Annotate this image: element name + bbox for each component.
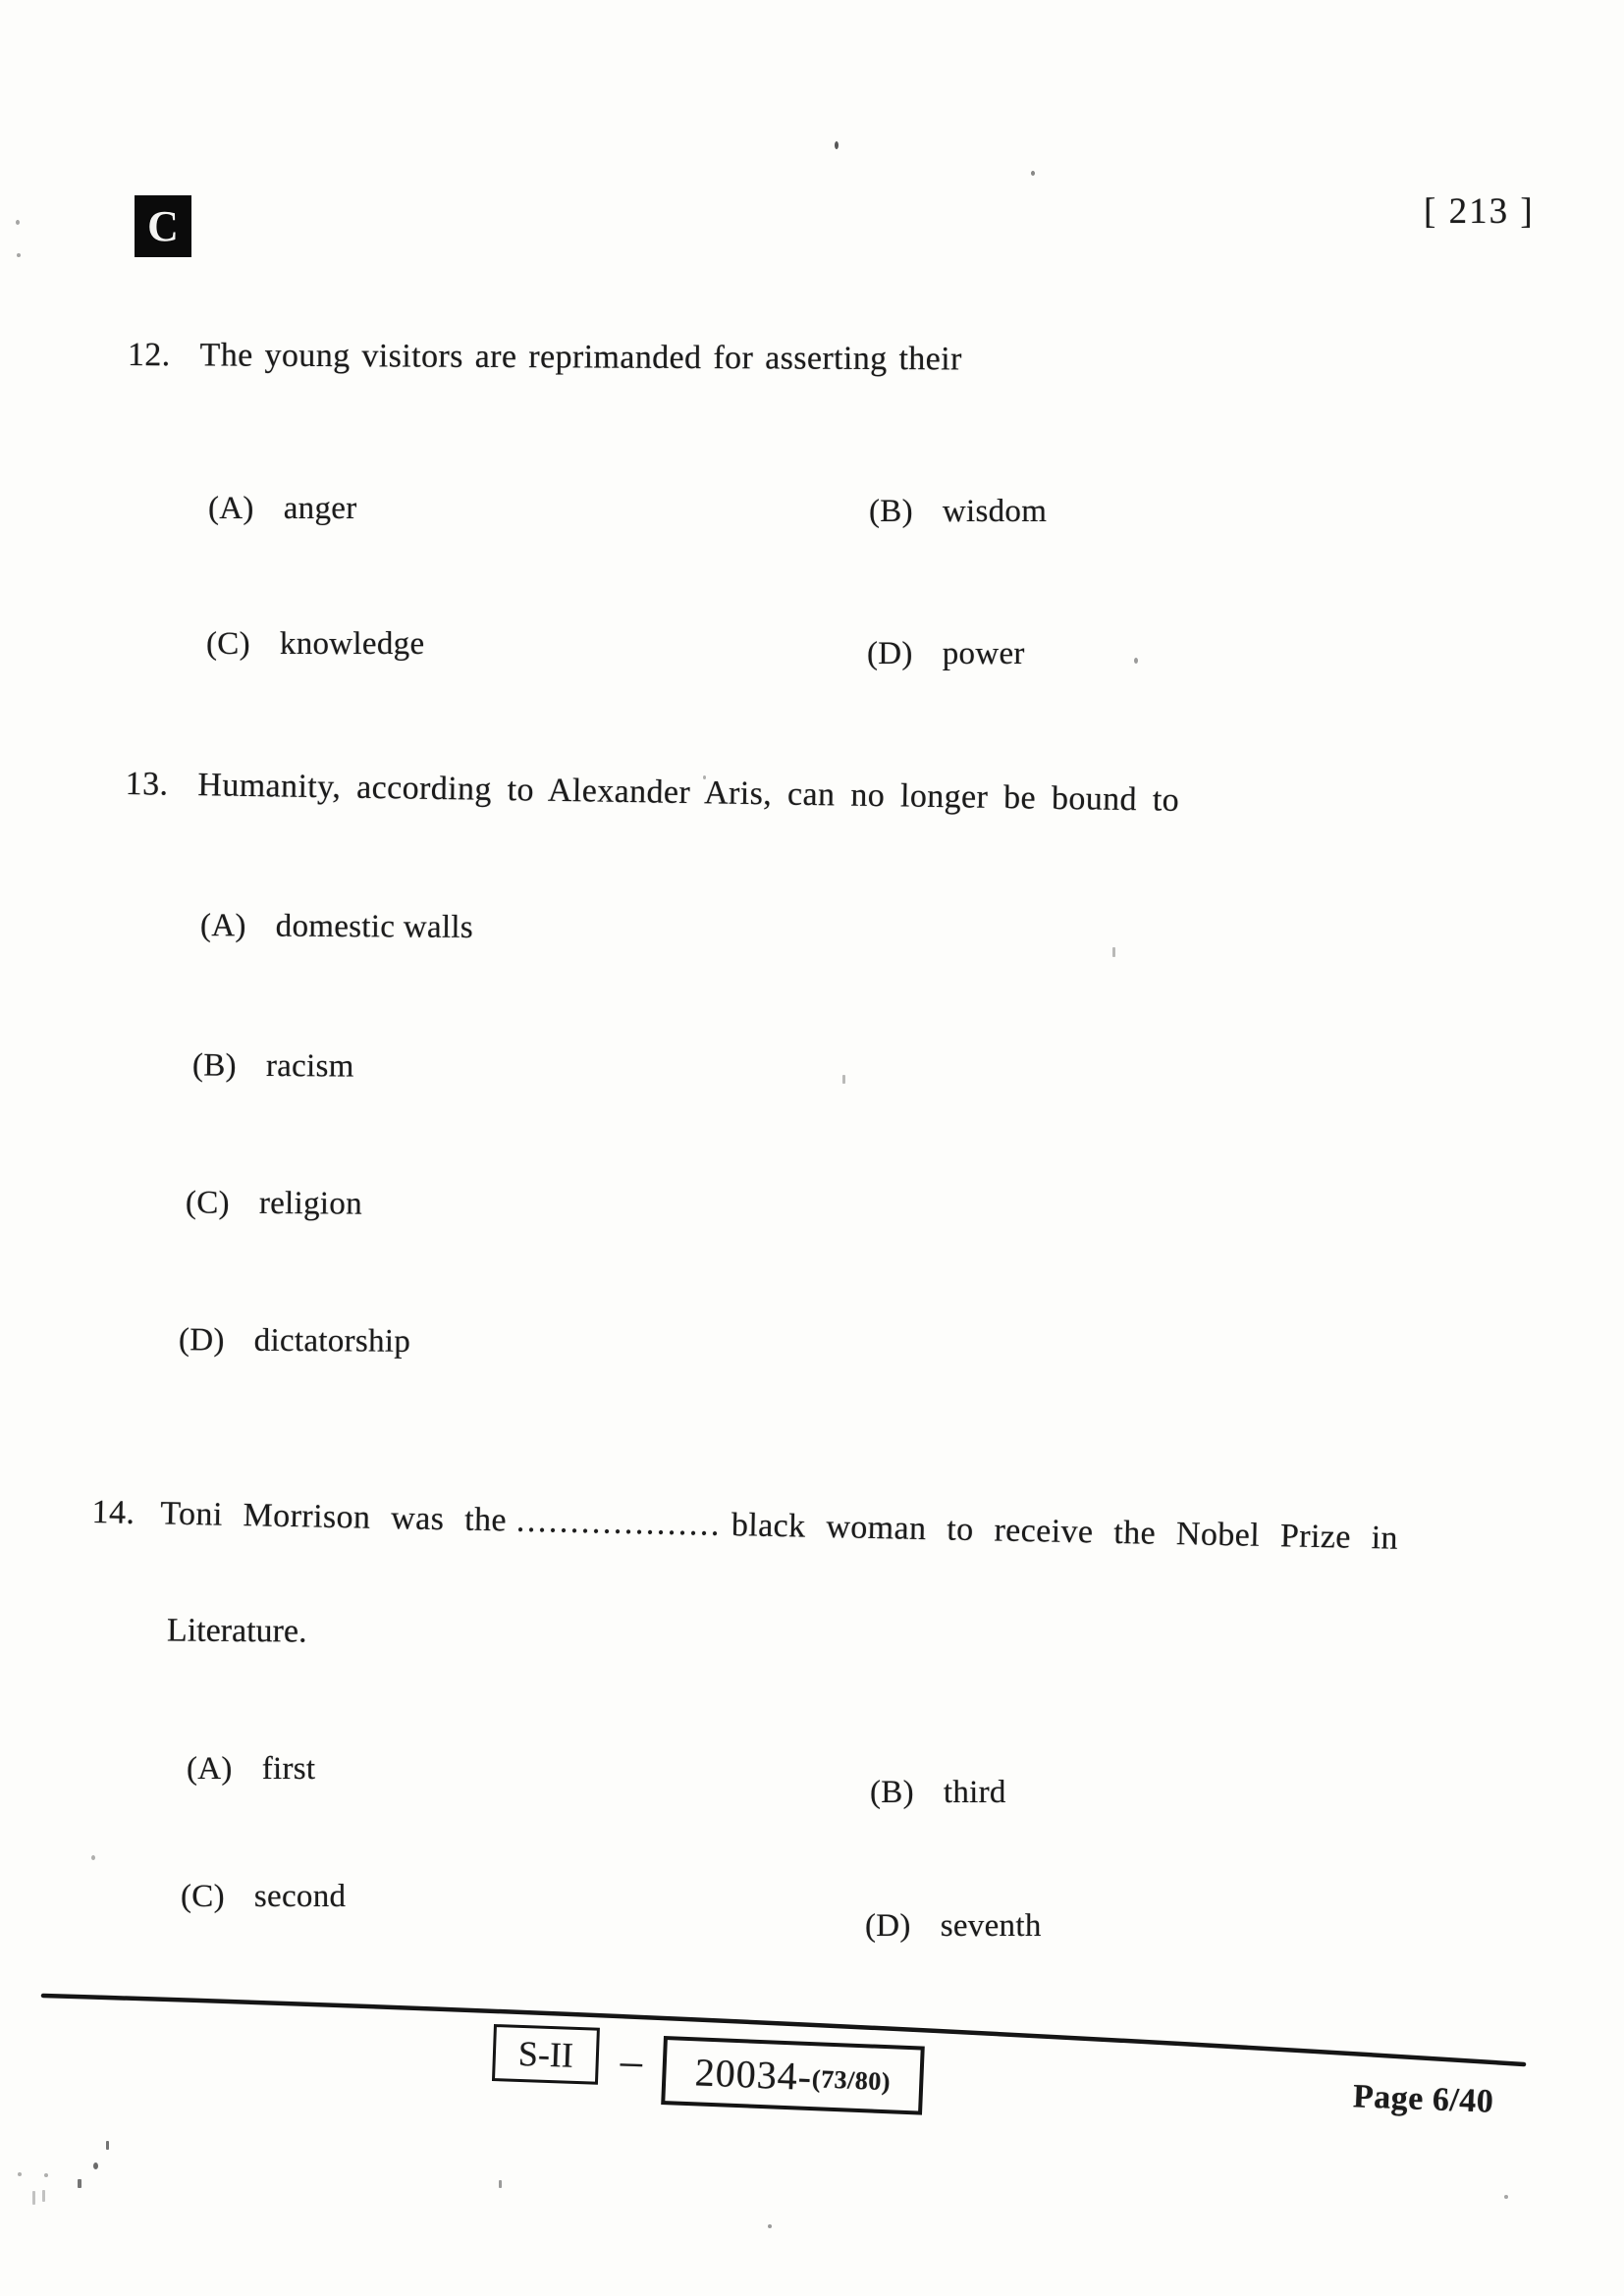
- question-14-number: 14.: [91, 1494, 135, 1531]
- option-text: power: [942, 636, 1025, 671]
- set-label-box: [135, 195, 191, 257]
- question-14-blank: ...................: [515, 1502, 723, 1543]
- option-label: (A): [187, 1751, 233, 1787]
- series-code: S-II: [517, 2033, 574, 2075]
- scan-speck: [18, 2172, 22, 2176]
- question-12-number: 12.: [127, 337, 171, 374]
- option-text: anger: [283, 491, 357, 526]
- booklet-code-main: 20034-: [693, 2049, 814, 2099]
- page-number-label: Page 6/40: [1352, 2078, 1494, 2120]
- footer-separator: –: [620, 2036, 643, 2086]
- scan-speck: [1112, 947, 1115, 957]
- question-14-text-after-blank: black woman to receive the Nobel Prize in: [731, 1507, 1399, 1557]
- option-label: (C): [206, 626, 250, 662]
- option-label: (B): [869, 494, 913, 529]
- option-text: domestic walls: [275, 908, 474, 945]
- question-12-text: The young visitors are reprimanded for asserting their: [199, 337, 962, 378]
- scan-speck: [78, 2179, 81, 2188]
- question-12: [128, 337, 962, 378]
- q13-option-a: [200, 908, 473, 946]
- q14-option-d: [865, 1908, 1042, 1945]
- option-text: third: [943, 1775, 1006, 1810]
- q12-option-c: [206, 626, 424, 663]
- question-13-number: 13.: [125, 766, 169, 803]
- question-14-text-before-blank: Toni Morrison was the: [159, 1495, 508, 1539]
- option-label: (C): [185, 1185, 231, 1221]
- booklet-code-sub: (73/80): [811, 2064, 892, 2097]
- scan-speck: [499, 2180, 502, 2188]
- option-label: (D): [867, 636, 913, 671]
- option-label: (D): [865, 1908, 911, 1944]
- scan-speck: [42, 2190, 45, 2202]
- scan-speck: [91, 1855, 95, 1860]
- q14-option-c: [181, 1879, 346, 1915]
- option-text: racism: [265, 1047, 354, 1085]
- option-label: (B): [870, 1775, 914, 1810]
- option-text: seventh: [940, 1908, 1042, 1944]
- option-text: dictatorship: [253, 1322, 411, 1360]
- option-text: first: [261, 1751, 316, 1787]
- q14-option-b: [870, 1775, 1006, 1811]
- scan-speck: [44, 2173, 48, 2177]
- option-label: (A): [208, 491, 254, 526]
- booklet-code-box: [661, 2036, 925, 2115]
- set-label: C: [147, 202, 179, 250]
- option-label: (B): [191, 1047, 238, 1084]
- scan-speck: [17, 253, 21, 257]
- scan-speck: [93, 2163, 98, 2169]
- q13-option-b: [192, 1047, 354, 1085]
- page-ref: [ 213 ]: [1424, 191, 1535, 232]
- question-13: [125, 766, 1179, 820]
- scan-speck: [106, 2141, 109, 2150]
- scan-speck: [1134, 658, 1138, 664]
- q14-option-a: [187, 1751, 315, 1788]
- question-13-text: Humanity, according to Alexander Aris, can no longer be bound to: [197, 767, 1180, 819]
- scan-speck: [1031, 171, 1035, 176]
- option-label: (D): [178, 1322, 225, 1359]
- question-14-text-line2: Literature.: [166, 1612, 307, 1650]
- scan-speck: [16, 220, 20, 225]
- option-text: knowledge: [279, 626, 425, 662]
- option-label: (C): [181, 1879, 225, 1914]
- q12-option-b: [869, 494, 1047, 530]
- scan-speck: [835, 141, 839, 149]
- q13-option-c: [186, 1185, 362, 1222]
- scan-speck: [1504, 2195, 1508, 2199]
- option-label: (A): [199, 908, 246, 944]
- scan-speck: [768, 2224, 772, 2228]
- scan-speck: [842, 1075, 845, 1084]
- q13-option-d: [179, 1322, 410, 1361]
- q12-option-a: [208, 491, 357, 527]
- option-text: wisdom: [942, 494, 1048, 529]
- q12-option-d: [867, 636, 1025, 672]
- option-text: religion: [258, 1185, 363, 1222]
- scan-speck: [32, 2191, 35, 2205]
- series-code-box: [492, 2024, 600, 2085]
- question-14: [91, 1494, 1398, 1558]
- option-text: second: [253, 1879, 347, 1914]
- scan-speck: [703, 775, 706, 779]
